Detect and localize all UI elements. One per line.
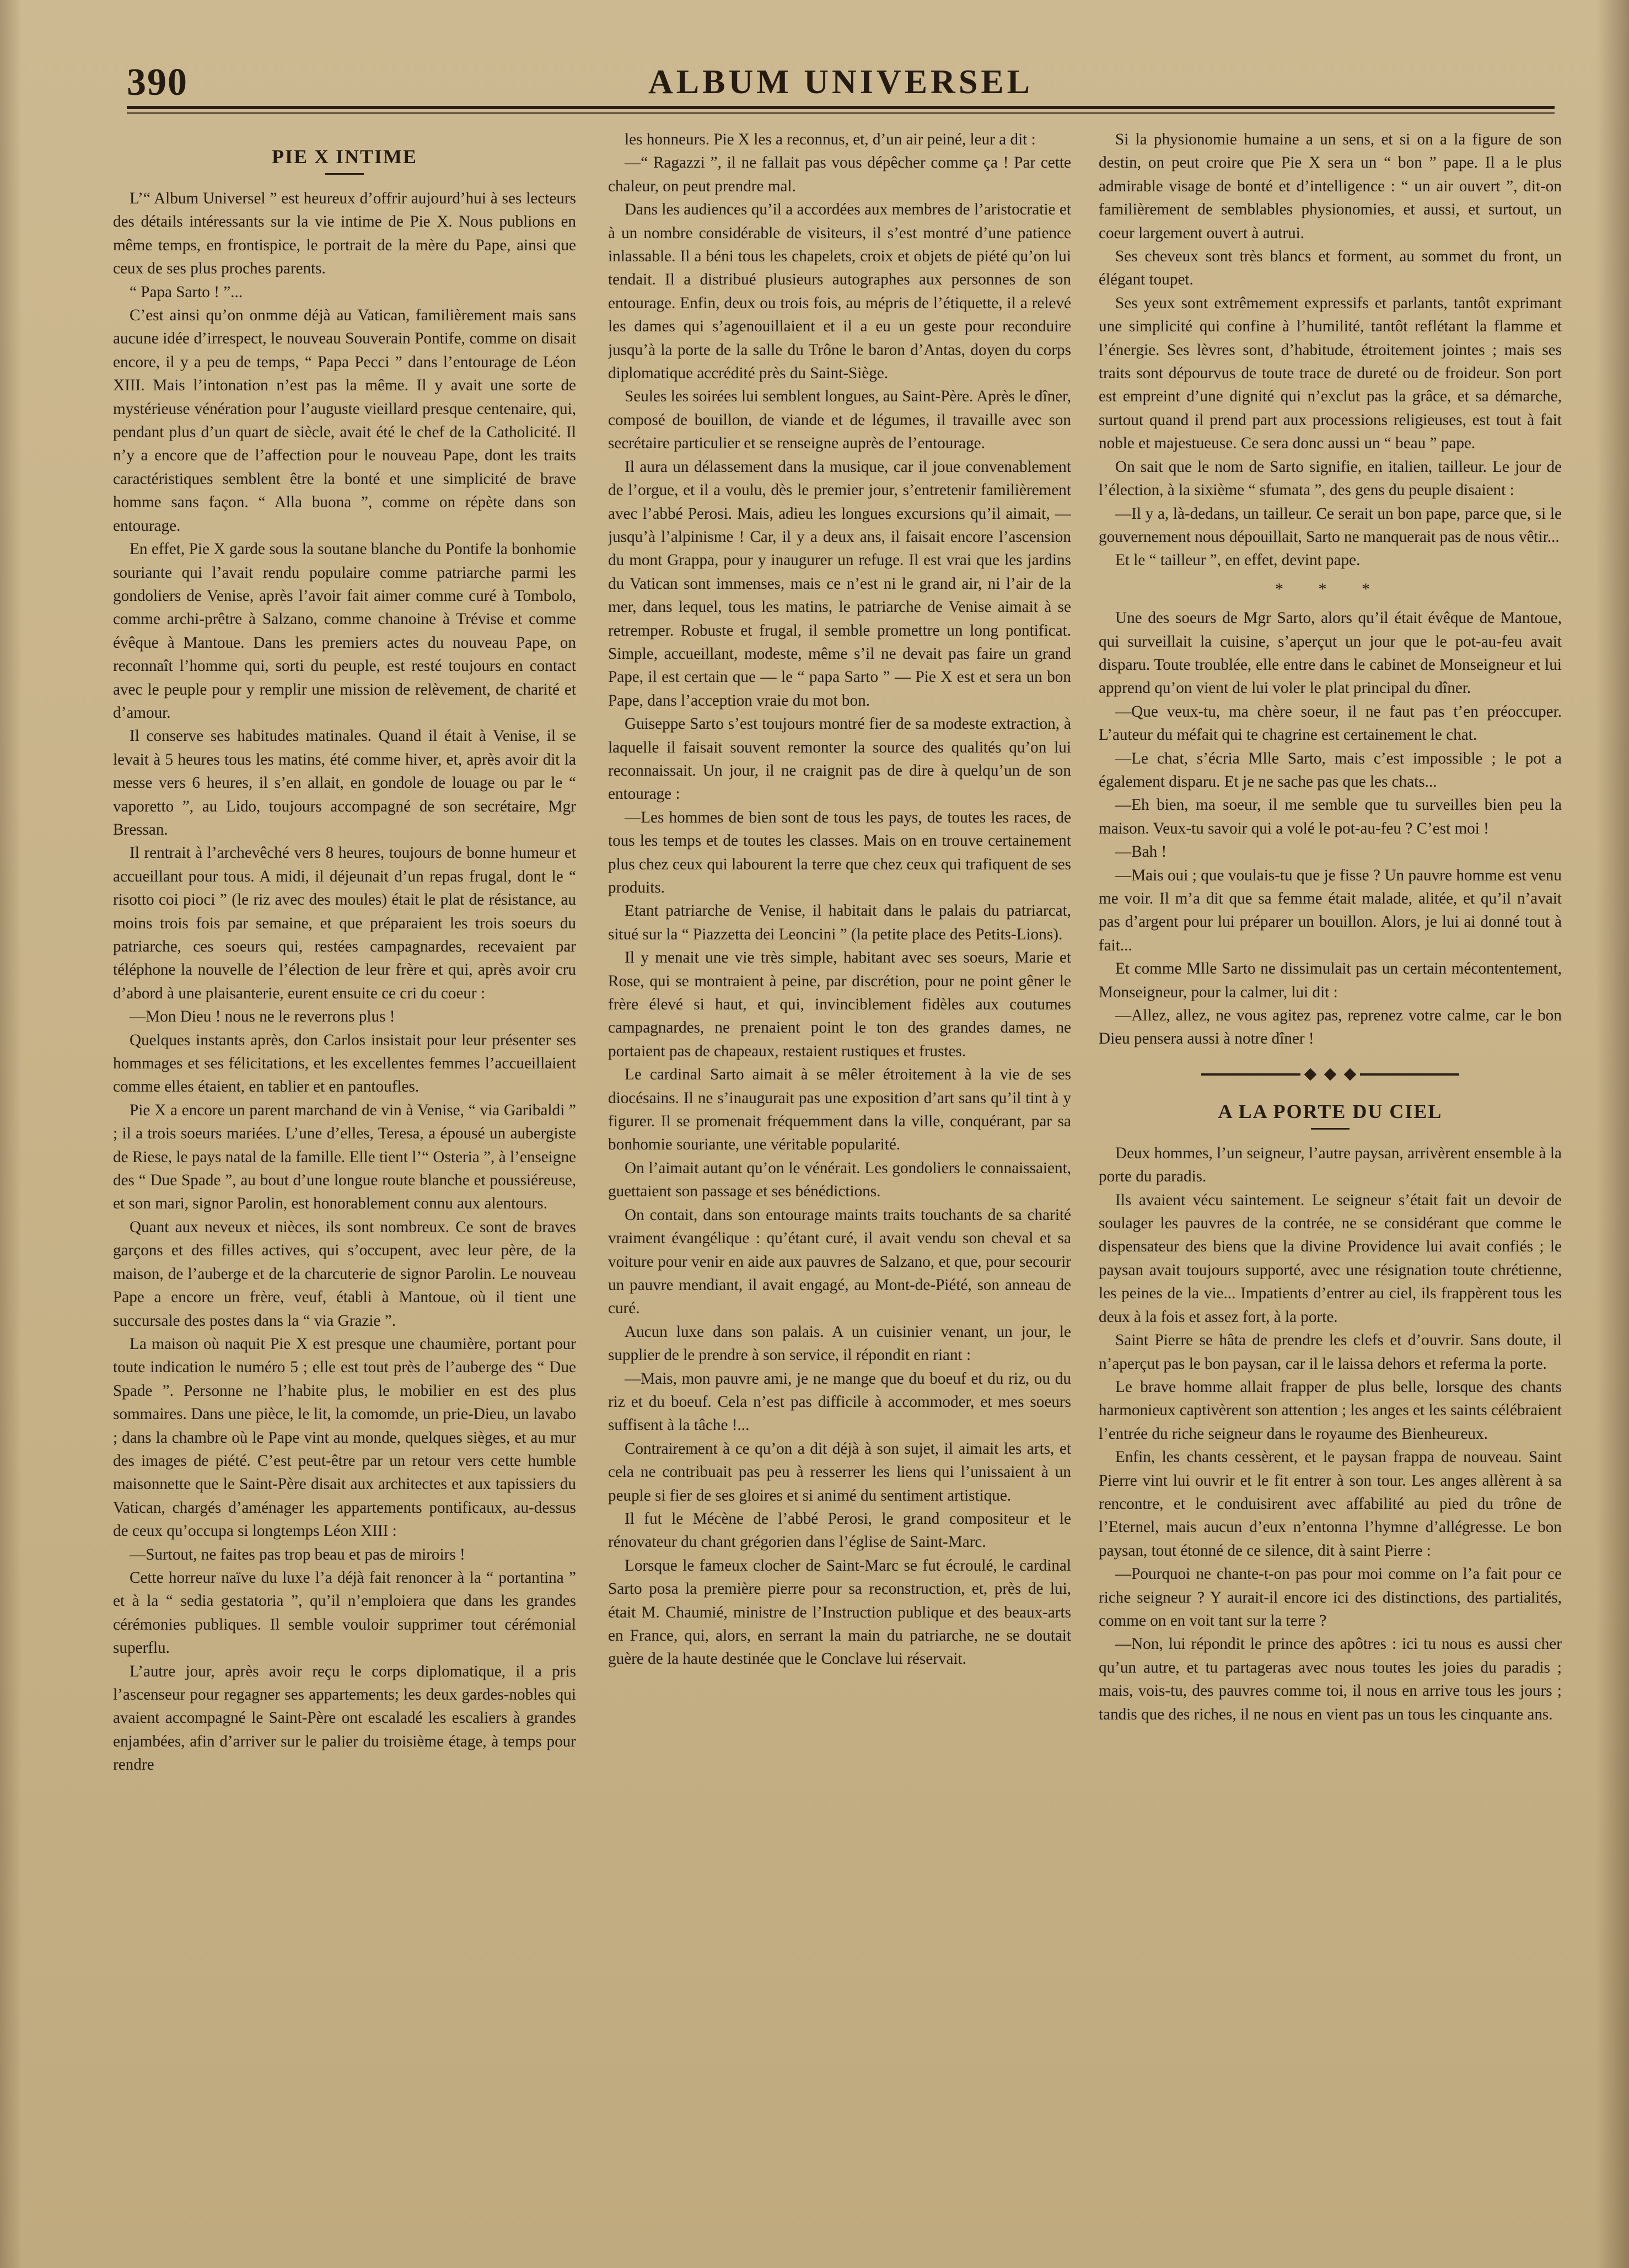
paragraph: La maison où naquit Pie X est presque une chaumière, portant pour toute indication le numéro 5 ; elle est tout près de l’auberge des “ Due Spade ”. Personne ne l’habite plus, le mobilier en est des plus sommaires. Dans une pièce, le lit, la comomde, un prie-Dieu, un lavabo ; dans la chambre où le Pape vint au monde, quelques sièges, et au mur des images de piété. C’est peut-être par un retour vers cette humble maisonnette que le Saint-Père disait aux architectes et aux tapissiers du Vatican, chargés d’aménager les appartements pontificaux, au-dessus de ceux qu’occupa si longtemps Léon XIII : xyxy=(113,1335,576,1540)
article-title-pie-x-intime: PIE X INTIME xyxy=(271,146,418,168)
paragraph: On contait, dans son entourage maints traits touchants de sa charité vraiment évangélique : qu’étant curé, il avait vendu son cheval et sa voiture pour venir en aide aux pauvres de Salzano, et que, pour secourir un pauvre mendiant, il avait engagé, au Mont-de-Piété, son anneau de curé. xyxy=(608,1206,1071,1318)
paragraph: Le brave homme allait frapper de plus belle, lorsque des chants harmonieux captivèrent son attention ; les anges et les saints célébraient l’entrée du riche seigneur dans le royaume des Bienheureux. xyxy=(1099,1378,1562,1443)
divider-diamond xyxy=(1324,1068,1337,1081)
paragraph: Seules les soirées lui semblent longues, au Saint-Père. Après le dîner, composé de bouillon, de viande et de légumes, il travaille avec son secrétaire particulier et se renseigne auprès de l’entourage. xyxy=(608,388,1071,453)
page-edge-shadow-left xyxy=(0,0,22,2268)
page-header xyxy=(127,61,1555,105)
paragraph: —Il y a, là-dedans, un tailleur. Ce serait un bon pape, parce que, si le gouvernement nous dépouillait, Sarto ne manquerait pas de nous vêtir... xyxy=(1099,504,1562,546)
article-2-body xyxy=(1099,1142,1562,1726)
paragraph: —Surtout, ne faites pas trop beau et pas de miroirs ! xyxy=(130,1545,465,1563)
paragraph: Si la physionomie humaine a un sens, et si on a la figure de son destin, on peut croire que Pie X sera un “ bon ” pape. Il a le plus admirable visage de bonté et d’intelligence : “ un air ouvert ”, dit-on familièrement de semblables physionomies, et aussi, et surtout, un coeur largement ouvert à autrui. xyxy=(1099,131,1562,242)
paragraph: On sait que le nom de Sarto signifie, en italien, tailleur. Le jour de l’élection, à la sixième “ sfumata ”, des gens du peuple disaient : xyxy=(1099,458,1562,499)
column-1-body xyxy=(113,187,576,1777)
article-title-a-la-porte-du-ciel: A LA PORTE DU CIEL xyxy=(1218,1100,1443,1122)
paragraph: Lorsque le fameux clocher de Saint-Marc se fut écroulé, le cardinal Sarto posa la première pierre pour sa reconstruction, et, près de lui, était M. Chaumié, ministre de l’Instruction publique et des beaux-arts en France, qui, alors, en serrant la main du patriarche, ne se doutait guère de la haute destinée que le Conclave lui réservait. xyxy=(608,1556,1071,1668)
paragraph: Quelques instants après, don Carlos insistait pour leur présenter ses hommages et ses félicitations, et les excellentes femmes l’accueillaient comme elles étaient, en tablier et en pantoufles. xyxy=(113,1031,576,1096)
paragraph: —Mon Dieu ! nous ne le reverrons plus ! xyxy=(130,1008,395,1026)
paragraph: —Bah ! xyxy=(1115,843,1167,861)
paragraph: —Que veux-tu, ma chère soeur, il ne faut pas t’en préoccuper. L’auteur du méfait qui te chagrine est certainement le chat. xyxy=(1099,702,1562,744)
paragraph: Contrairement à ce qu’on a dit déjà à son sujet, il aimait les arts, et cela ne contribuait pas peu à resserrer les liens qui l’unissaient à un peuple si fier de ses gloires et si animé du sentiment artistique. xyxy=(608,1439,1071,1504)
paragraph: On l’aimait autant qu’on le vénérait. Les gondoliers le connaissaient, guettaient son passage et ses bénédictions. xyxy=(608,1159,1071,1201)
header-rule-thin xyxy=(127,112,1555,114)
paragraph: Il aura un délassement dans la musique, car il joue convenablement de l’orgue, et il a voulu, dès le premier jour, s’entretenir familièrement avec l’abbé Perosi. Mais, adieu les longues excursions qu’il aimait, — jusqu’à l’alpinisme ! Car, il y a deux ans, il faisait encore l’ascension du mont Grappa, pour y inaugurer un refuge. Il est vrai que les jardins du Vatican sont immenses, mais ce n’est ni le grand air, ni l’air de la mer, dans lequel, tous les matins, le patriarche de Venise aimait à se retremper. Robuste et frugal, il semble promettre un long pontificat. Simple, accueillant, modeste, même s’il ne devait pas faire un grand Pape, il est certain que — le “ papa Sarto ” — Pie X est et sera un bon Pape, dans l’acception vraie du mot bon. xyxy=(608,458,1071,710)
paragraph: Deux hommes, l’un seigneur, l’autre paysan, arrivèrent ensemble à la porte du paradis. xyxy=(1099,1144,1562,1186)
divider-diamond xyxy=(1344,1068,1357,1081)
paragraph: Il fut le Mécène de l’abbé Perosi, le grand compositeur et le rénovateur du chant grégorien dans l’église de Saint-Marc. xyxy=(608,1509,1071,1551)
paragraph: L’“ Album Universel ” est heureux d’offrir aujourd’hui à ses lecteurs des détails intéressants sur la vie intime de Pie X. Nous publions en même temps, en frontispice, le portrait de la mère du Pape, ainsi que ceux de ses plus proches parents. xyxy=(113,190,576,278)
paragraph: Ses yeux sont extrêmement expressifs et parlants, tantôt exprimant une simplicité qui confine à l’humilité, tantôt reflétant la flamme et l’énergie. Ses lèvres sont, d’habitude, étroitement jointes ; mais ses traits sont dépourvus de toute trace de dureté ou de froideur. Son port est empreint d’une dignité qui n’exclut pas la grâce, et sa démarche, surtout quand il prend part aux processions religieuses, est tout à fait noble et majestueuse. Ce sera donc aussi un “ beau ” pape. xyxy=(1099,294,1562,453)
section-break-stars: * * * xyxy=(1275,579,1385,598)
paragraph: Le cardinal Sarto aimait à se mêler étroitement à la vie de ses diocésains. Il ne s’inaugurait pas une exposition d’art sans qu’il tint à y figurer. Il se promenait fréquemment dans la ville, conquérant, par sa bonhomie souriante, une véritable popularité. xyxy=(608,1066,1071,1154)
page-edge-shadow-right xyxy=(1596,0,1629,2268)
paragraph: —Pourquoi ne chante-t-on pas pour moi comme on l’a fait pour ce riche seigneur ? Y aurait-il encore ici des distinctions, des partialités, comme on en voit tant sur la terre ? xyxy=(1099,1565,1562,1630)
paragraph: Quant aux neveux et nièces, ils sont nombreux. Ce sont de braves garçons et des filles actives, qui s’occupent, avec leur père, de la maison, de l’auberge et de la charcuterie de signor Parolin. Le nouveau Pape a encore un frère, veuf, établi à Mantoue, où il tient une succursale des postes dans la “ via Grazie ”. xyxy=(113,1218,576,1330)
paragraph: les honneurs. Pie X les a reconnus, et, d’un air peiné, leur a dit : xyxy=(625,131,1036,148)
column-2 xyxy=(608,128,1071,2190)
paragraph: Ils avaient vécu saintement. Le seigneur s’était fait un devoir de soulager les pauvres de la contrée, ne se considérant que comme le dispensateur des biens que la divine Providence lui avait confiés ; le paysan avait toujours supporté, avec une résignation toute chrétienne, les peines de la vie... Impatients d’entrer au ciel, ils frappèrent tous les deux à la fois et assez fort, à la porte. xyxy=(1099,1191,1562,1326)
title-underline xyxy=(325,173,364,175)
paragraph: —Mais, mon pauvre ami, je ne mange que du boeuf et du riz, ou du riz et du boeuf. Cela n’est pas difficile à accommoder, et mes soeurs suffisent à la tâche !... xyxy=(608,1369,1071,1434)
masthead-title: ALBUM UNIVERSEL xyxy=(648,63,1034,101)
column-3-anecdote xyxy=(1099,606,1562,1051)
paragraph: Pie X a encore un parent marchand de vin à Venise, “ via Garibaldi ” ; il a trois soeurs mariées. L’une d’elles, Teresa, a épousé un aubergiste de Riese, le pays natal de la famille. Elle tient l’“ Osteria ”, à l’enseigne des “ Due Spade ”, au bout d’une longue route blanche et poussiéreuse, et son mari, signor Parolin, est honorablement connu aux alentours. xyxy=(113,1101,576,1213)
divider-bar-right xyxy=(1360,1073,1459,1076)
paragraph: —Non, lui répondit le prince des apôtres : ici tu nous es aussi cher qu’un autre, et tu partageras avec nous toutes les joies du paradis ; mais, vois-tu, des pauvres comme toi, il nous en arrive tous les jours ; tandis que des riches, il ne nous en vient pas un tous les cinquante ans. xyxy=(1099,1635,1562,1723)
paragraph: Il rentrait à l’archevêché vers 8 heures, toujours de bonne humeur et accueillant pour tous. A midi, il déjeunait d’un repas frugal, dont le “ risotto coi pioci ” (le riz avec des moules) était le plat de résistance, au moins trois fois par semaine, et que préparaient les trois soeurs du patriarche, ces soeurs qui, restées campagnardes, recevaient par téléphone la nouvelle de l’élection de leur frère et qui, après avoir cru d’abord à une plaisanterie, eurent ensuite ce cri du coeur : xyxy=(113,844,576,1002)
paragraph: En effet, Pie X garde sous la soutane blanche du Pontife la bonhomie souriante qui l’avait rendu populaire comme patriarche parmi les gondoliers de Venise, après l’avoir fait aimer comme curé à Tombolo, comme archi-prêtre à Salzano, comme chanoine à Trévise et comme évêque à Mantoue. Dans les premiers actes du nouveau Pape, on reconnaît l’homme qui, sorti du peuple, est resté toujours en contact avec le peuple pour y remplir une mission de relèvement, de charité et d’amour. xyxy=(113,540,576,722)
paragraph: —“ Ragazzi ”, il ne fallait pas vous dépêcher comme ça ! Par cette chaleur, on peut prendre mal. xyxy=(608,154,1071,195)
paragraph: Il conserve ses habitudes matinales. Quand il était à Venise, il se levait à 5 heures tous les matins, été comme hiver, et, après avoir dit la messe vers 6 heures, il s’en allait, en gondole de louage ou par le “ vaporetto ”, au Lido, toujours accompagné de son secrétaire, Mgr Bressan. xyxy=(113,727,576,839)
column-3-body xyxy=(1099,128,1562,572)
header-rule-thick xyxy=(127,106,1555,109)
page-number: 390 xyxy=(127,61,188,104)
divider-diamond xyxy=(1304,1068,1317,1081)
column-3 xyxy=(1099,128,1562,2190)
paragraph: Et le “ tailleur ”, en effet, devint pape. xyxy=(1115,551,1361,569)
paragraph: —Les hommes de bien sont de tous les pays, de toutes les races, de tous les temps et de toutes les classes. Mais on en trouve certainement plus chez ceux qui labourent la terre que chez ceux qui trafiquent de ses produits. xyxy=(608,808,1071,896)
title-underline xyxy=(1311,1128,1350,1130)
paragraph: —Eh bien, ma soeur, il me semble que tu surveilles bien peu la maison. Veux-tu savoir qui a volé le pot-au-feu ? C’est moi ! xyxy=(1099,796,1562,837)
paragraph: Aucun luxe dans son palais. A un cuisinier venant, un jour, le supplier de le prendre à son service, il répondit en riant : xyxy=(608,1323,1071,1364)
divider-bar-left xyxy=(1201,1073,1300,1076)
column-1 xyxy=(113,128,576,2190)
paragraph: Etant patriarche de Venise, il habitait dans le palais du patriarcat, situé sur la “ Piazzetta dei Leoncini ” (la petite place des Petits-Lions). xyxy=(608,902,1071,943)
paragraph: Il y menait une vie très simple, habitant avec ses soeurs, Marie et Rose, qui se montraient à peine, par discrétion, pour ne point gêner le frère élevé si haut, et qui, invinciblement fidèles aux coutumes campagnardes, ne prenaient point le ton des grandes dames, ne portaient pas de chapeaux, restaient rustiques et frustes. xyxy=(608,949,1071,1060)
column-2-body xyxy=(608,128,1071,1671)
paragraph: Ses cheveux sont très blancs et forment, au sommet du front, un élégant toupet. xyxy=(1099,248,1562,289)
ornamental-divider xyxy=(1099,1066,1562,1083)
paragraph: —Le chat, s’écria Mlle Sarto, mais c’est impossible ; le pot a également disparu. Et je ne sache pas que les chats... xyxy=(1099,749,1562,791)
paragraph: Guiseppe Sarto s’est toujours montré fier de sa modeste extraction, à laquelle il faisait souvent remonter la source des qualités qu’on lui reconnaissait. Un jour, il ne craignit pas de dire à quelqu’un de son entourage : xyxy=(608,715,1071,803)
paragraph: Cette horreur naïve du luxe l’a déjà fait renoncer à la “ portantina ” et à la “ sedia gestatoria ”, qu’il n’emploiera que dans les grandes cérémonies publiques. Il semble vouloir supprimer tout cérémonial superflu. xyxy=(113,1568,576,1657)
paragraph: Saint Pierre se hâta de prendre les clefs et d’ouvrir. Sans doute, il n’aperçut pas le bon paysan, car il le laissa dehors et referma la porte. xyxy=(1099,1331,1562,1373)
paragraph: “ Papa Sarto ! ”... xyxy=(130,283,243,301)
paragraph: Enfin, les chants cessèrent, et le paysan frappa de nouveau. Saint Pierre vint lui ouvrir et le fit entrer à son tour. Les anges allèrent à sa rencontre, et le conduisirent avec affabilité au pied du trône de l’Eternel, mais aucun d’eux n’entonna l’hymne d’allégresse. Le bon paysan, tout étonné de ce silence, dit à saint Pierre : xyxy=(1099,1448,1562,1560)
paragraph: —Mais oui ; que voulais-tu que je fisse ? Un pauvre homme est venu me voir. Il m’a dit que sa femme était malade, alitée, et qu’il n’avait pas d’argent pour lui préparer un bouillon. Alors, je lui ai donné tout à fait... xyxy=(1099,866,1562,954)
paragraph: Et comme Mlle Sarto ne dissimulait pas un certain mécontentement, Monseigneur, pour la calmer, lui dit : xyxy=(1099,960,1562,1001)
paragraph: Une des soeurs de Mgr Sarto, alors qu’il était évêque de Mantoue, qui surveillait la cuisine, s’aperçut un jour que le pot-au-feu avait disparu. Toute troublée, elle entre dans le cabinet de Monseigneur et lui apprend qu’on vient de lui voler le plat principal du dîner. xyxy=(1099,609,1562,697)
paragraph: —Allez, allez, ne vous agitez pas, reprenez votre calme, car le bon Dieu pensera aussi à notre dîner ! xyxy=(1099,1007,1562,1048)
paragraph: L’autre jour, après avoir reçu le corps diplomatique, il a pris l’ascenseur pour regagner ses appartements; les deux gardes-nobles qui avaient accompagné le Saint-Père ont escaladé les escaliers à grandes enjambées, afin d’arriver sur le palier du troisième étage, à temps pour rendre xyxy=(113,1662,576,1774)
paragraph: Dans les audiences qu’il a accordées aux membres de l’aristocratie et à un nombre considérable de visiteurs, il s’est montré d’une patience inlassable. Il a béni tous les chapelets, croix et objets de piété qu’on lui tendait. Il a distribué plusieurs autographes aux personnes de son entourage. Enfin, deux ou trois fois, au mépris de l’étiquette, il a relevé les dames qui s’agenouillaient et il a eu un geste pour reconduire jusqu’à la porte de la salle du Trône le baron d’Antas, doyen du corps diplomatique accrédité près du Saint-Siège. xyxy=(608,201,1071,383)
paragraph: C’est ainsi qu’on onmme déjà au Vatican, familièrement mais sans aucune idée d’irrespect, le nouveau Souverain Pontife, comme on disait encore, il y a peu de temps, “ Papa Pecci ” dans l’entourage de Léon XIII. Mais l’intonation n’est pas la même. Il y avait une sorte de mystérieuse vénération pour l’auguste vieillard presque centenaire, qui, pendant plus d’un quart de siècle, avait été le chef de la Catholicité. Il n’y a encore que de l’affection pour le nouveau Pape, dont les traits caractéristiques semblent être la bonté et une simplicité de brave homme sans façon. “ Alla buona ”, comme on répète dans son entourage. xyxy=(113,307,576,535)
